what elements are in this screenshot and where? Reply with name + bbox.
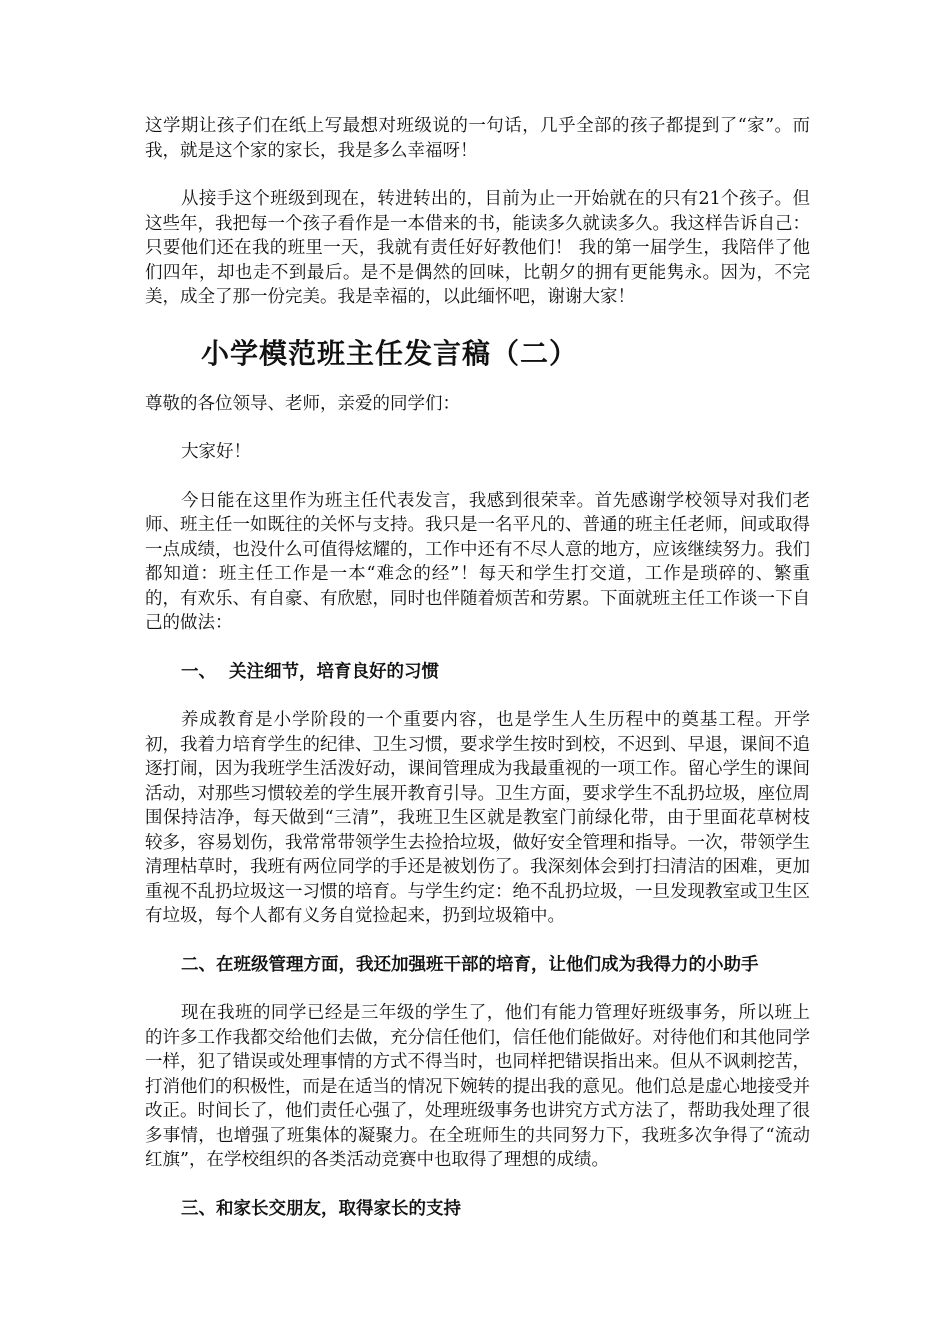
salutation: 尊敬的各位领导、老师，亲爱的同学们：	[145, 393, 460, 414]
section-2-paragraph: 现在我班的同学已经是三年级的学生了，他们有能力管理好班级事务，所以班上的许多工作我都交给他们去做，充分信任他们，信任他们能做好。对待他们和其他同学一样，犯了错误或处理事情的方式不得当时，也同样把错误指出来。但从不讽刺挖苦，打消他们的积极性，而是在适当的情况下婉转的提出我的意见。他们总是虚心地接受并改正。时间长了，他们责任心强了，处理班级事务也讲究方式方法了，帮助我处理了很多事情，也增强了班集体的凝聚力。在全班师生的共同努力下，我班多次争得了“流动红旗”，在学校组织的各类活动竞赛中也取得了理想的成绩。	[145, 1003, 810, 1170]
intro-paragraph-2: 从接手这个班级到现在，转进转出的，目前为止一开始就在的只有21个孩子。但这些年，我把每一个孩子看作是一本借来的书，能读多久就读多久。我这样告诉自己：只要他们还在我的班里一天，我就有责任好好教他们！ 我的第一届学生，我陪伴了他们四年，却也走不到最后。是不是偶然的回味，比朝夕的拥有更能隽永。因为，不完美，成全了那一份完美。我是幸福的，以此缅怀吧，谢谢大家！	[145, 189, 810, 307]
section-1-paragraph: 养成教育是小学阶段的一个重要内容，也是学生人生历程中的奠基工程。开学初，我着力培育学生的纪律、卫生习惯，要求学生按时到校，不迟到、早退，课间不追逐打闹，因为我班学生活泼好动，课间管理成为我最重视的一项工作。留心学生的课间活动，对那些习惯较差的学生展开教育引导。卫生方面，要求学生不乱扔垃圾，座位周围保持洁净，每天做到“三清”，我班卫生区就是教室门前绿化带，由于里面花草树枝较多，容易划伤，我常常带领学生去捡拾垃圾，做好安全管理和指导。一次，带领学生清理枯草时，我班有两位同学的手还是被划伤了。我深刻体会到打扫清洁的困难，更加重视不乱扔垃圾这一习惯的培育。与学生约定：绝不乱扔垃圾，一旦发现教室或卫生区有垃圾，每个人都有义务自觉捡起来，扔到垃圾箱中。	[145, 710, 810, 926]
intro-paragraph-1: 这学期让孩子们在纸上写最想对班级说的一句话，几乎全部的孩子都提到了“家”。而我，就是这个家的家长，我是多么幸福呀！	[145, 116, 810, 161]
section-heading-1-text: 关注细节，培育良好的习惯	[229, 661, 439, 682]
section-heading-3: 三、和家长交朋友，取得家长的支持	[181, 1198, 461, 1219]
opening-paragraph: 今日能在这里作为班主任代表发言，我感到很荣幸。首先感谢学校领导对我们老师、班主任一如既往的关怀与支持。我只是一名平凡的、普通的班主任老师，间或取得一点成绩，也没什么可值得炫耀的，工作中还有不尽人意的地方，应该继续努力。我们都知道：班主任工作是一本“难念的经”！每天和学生打交道，工作是琐碎的、繁重的，有欢乐、有自豪、有欣慰，同时也伴随着烦苦和劳累。下面就班主任工作谈一下自己的做法：	[145, 490, 810, 633]
section-heading-1-number: 一、	[181, 661, 216, 682]
greeting: 大家好！	[181, 442, 251, 462]
section-heading-2: 二、在班级管理方面，我还加强班干部的培育，让他们成为我得力的小助手	[181, 954, 759, 975]
section-heading-1	[145, 660, 810, 685]
document-title: 小学模范班主任发言稿（二）	[201, 336, 579, 370]
document-body	[145, 114, 810, 1245]
